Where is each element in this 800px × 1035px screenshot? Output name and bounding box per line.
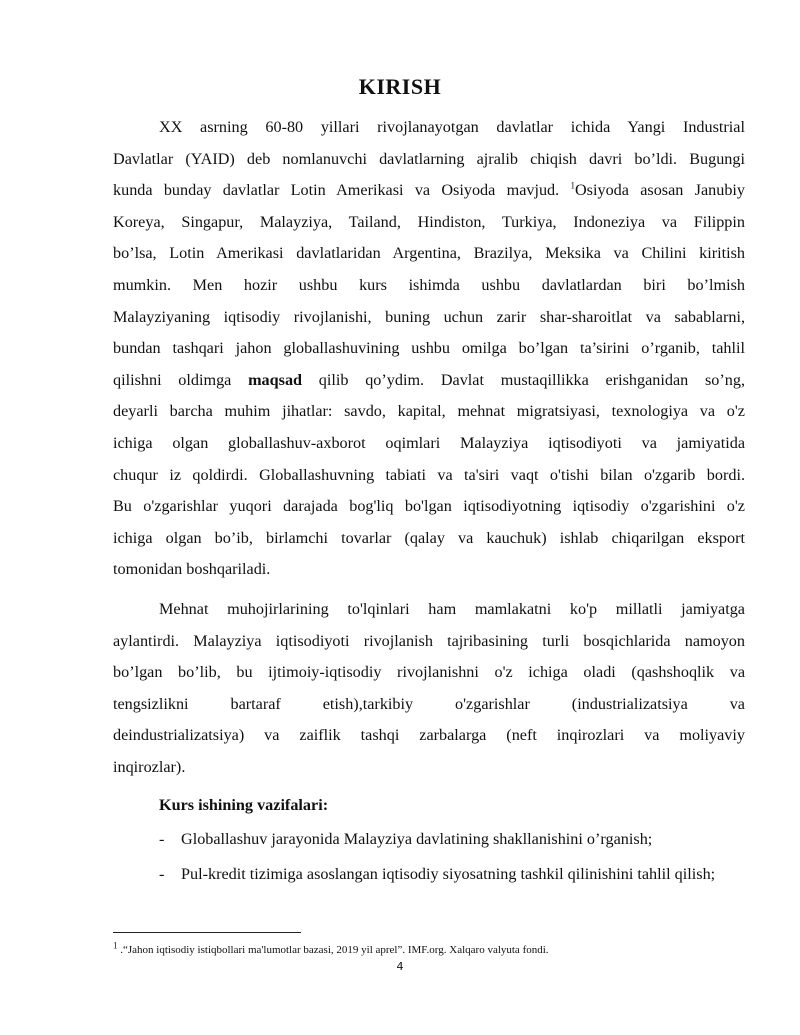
text-line: chuqur iz qoldirdi. Globallashuvning tabiati va ta'siri vaqt o'tishi bilan o'zgarib bordi. [113,465,745,484]
footnote [113,940,753,957]
text-line: tomonidan boshqariladi. [113,560,271,579]
dash-bullet-icon: - [159,865,165,883]
bold-keyword: maqsad [248,370,303,389]
page-title: KIRISH [358,74,442,99]
list-item [159,828,749,851]
text-line: bo’lsa, Lotin Amerikasi davlatlaridan Argentina, Brazilya, Meksika va Chilini kiritish [113,244,745,263]
text-line: Bu o'zgarishlar yuqori darajada bog'liq bo'lgan iqtisodiyotning iqtisodiy o'zgarishini o'z [113,497,745,516]
text-line: tengsizlikni bartaraf etish),tarkibiy o'zgarishlar (industrializatsiya va [113,694,745,713]
text-line: Mehnat muhojirlarining to'lqinlari ham mamlakatni ko'p millatli jamiyatga [159,600,745,618]
text-line [113,365,745,397]
second-paragraph [113,594,745,784]
text-line: bundan tashqari jahon globallashuvining ushbu omilga bo’lgan ta’sirini o’rganib, tahlil [113,339,745,358]
text-line: deyarli barcha muhim jihatlar: savdo, kapital, mehnat migratsiyasi, texnologiya va o'z [113,402,745,421]
page-number: 4 [396,960,404,973]
dash-bullet-icon: - [159,830,165,848]
footnote-mark: 1 [113,940,118,951]
text-segment: kunda bunday davlatlar Lotin Amerikasi va Osiyoda mavjud. [113,181,571,200]
text-line: Koreya, Singapur, Malayziya, Tailand, Hindiston, Turkiya, Indoneziya va Filippin [113,212,745,231]
text-segment: qilib qo’ydim. Davlat mustaqillikka erishganidan so’ng, [302,370,745,389]
tasks-list [159,828,749,898]
tasks-heading: Kurs ishining vazifalari: [159,796,329,814]
text-line: XX asrning 60-80 yillari rivojlanayotgan davlatlar ichida Yangi Industrial [159,118,745,136]
text-segment: qilishni oldimga [113,370,249,389]
text-segment: Osiyoda asosan Janubiy [574,181,746,200]
text-line: ichiga olgan bo’ib, birlamchi tovarlar (qalay va kauchuk) ishlab chiqarilgan eksport [113,528,745,547]
footnote-reference[interactable]: 1 [570,180,575,191]
text-line: bo’lgan bo’lib, bu ijtimoiy-iqtisodiy rivojlanishni o'z ichiga oladi (qashshoqlik va [113,663,745,682]
intro-paragraph [113,112,745,586]
footnote-separator [113,932,301,933]
text-line: inqirozlar). [113,757,186,776]
footnote-text: .“Jahon iqtisodiy istiqbollari ma'lumotlar bazasi, 2019 yil aprel”. IMF.org. Xalqaro valyuta fondi. [117,944,549,956]
list-item-text: Pul-kredit tizimiga asoslangan iqtisodiy siyosatning tashkil qilinishini tahlil qilish; [181,865,716,883]
text-line: Davlatlar (YAID) deb nomlanuvchi davlatlarning ajralib chiqish davri bo’ldi. Bugungi [113,149,745,168]
text-line [113,175,745,207]
text-line: deindustrializatsiya) va zaiflik tashqi zarbalarga (neft inqirozlari va moliyaviy [113,726,745,745]
list-item-text: Globallashuv jarayonida Malayziya davlatining shakllanishini o’rganish; [181,830,653,848]
text-line: aylantirdi. Malayziya iqtisodiyoti rivojlanish tajribasining turli bosqichlarida namoyon [113,631,745,650]
text-line: mumkin. Men hozir ushbu kurs ishimda ushbu davlatlardan biri bo’lmish [113,275,745,294]
text-line: Malayziyaning iqtisodiy rivojlanishi, buning uchun zarir shar-sharoitlat va sabablarni, [113,307,745,326]
text-line: ichiga olgan globallashuv-axborot oqimlari Malayziya iqtisodiyoti va jamiyatida [113,433,745,452]
list-item [159,863,749,886]
